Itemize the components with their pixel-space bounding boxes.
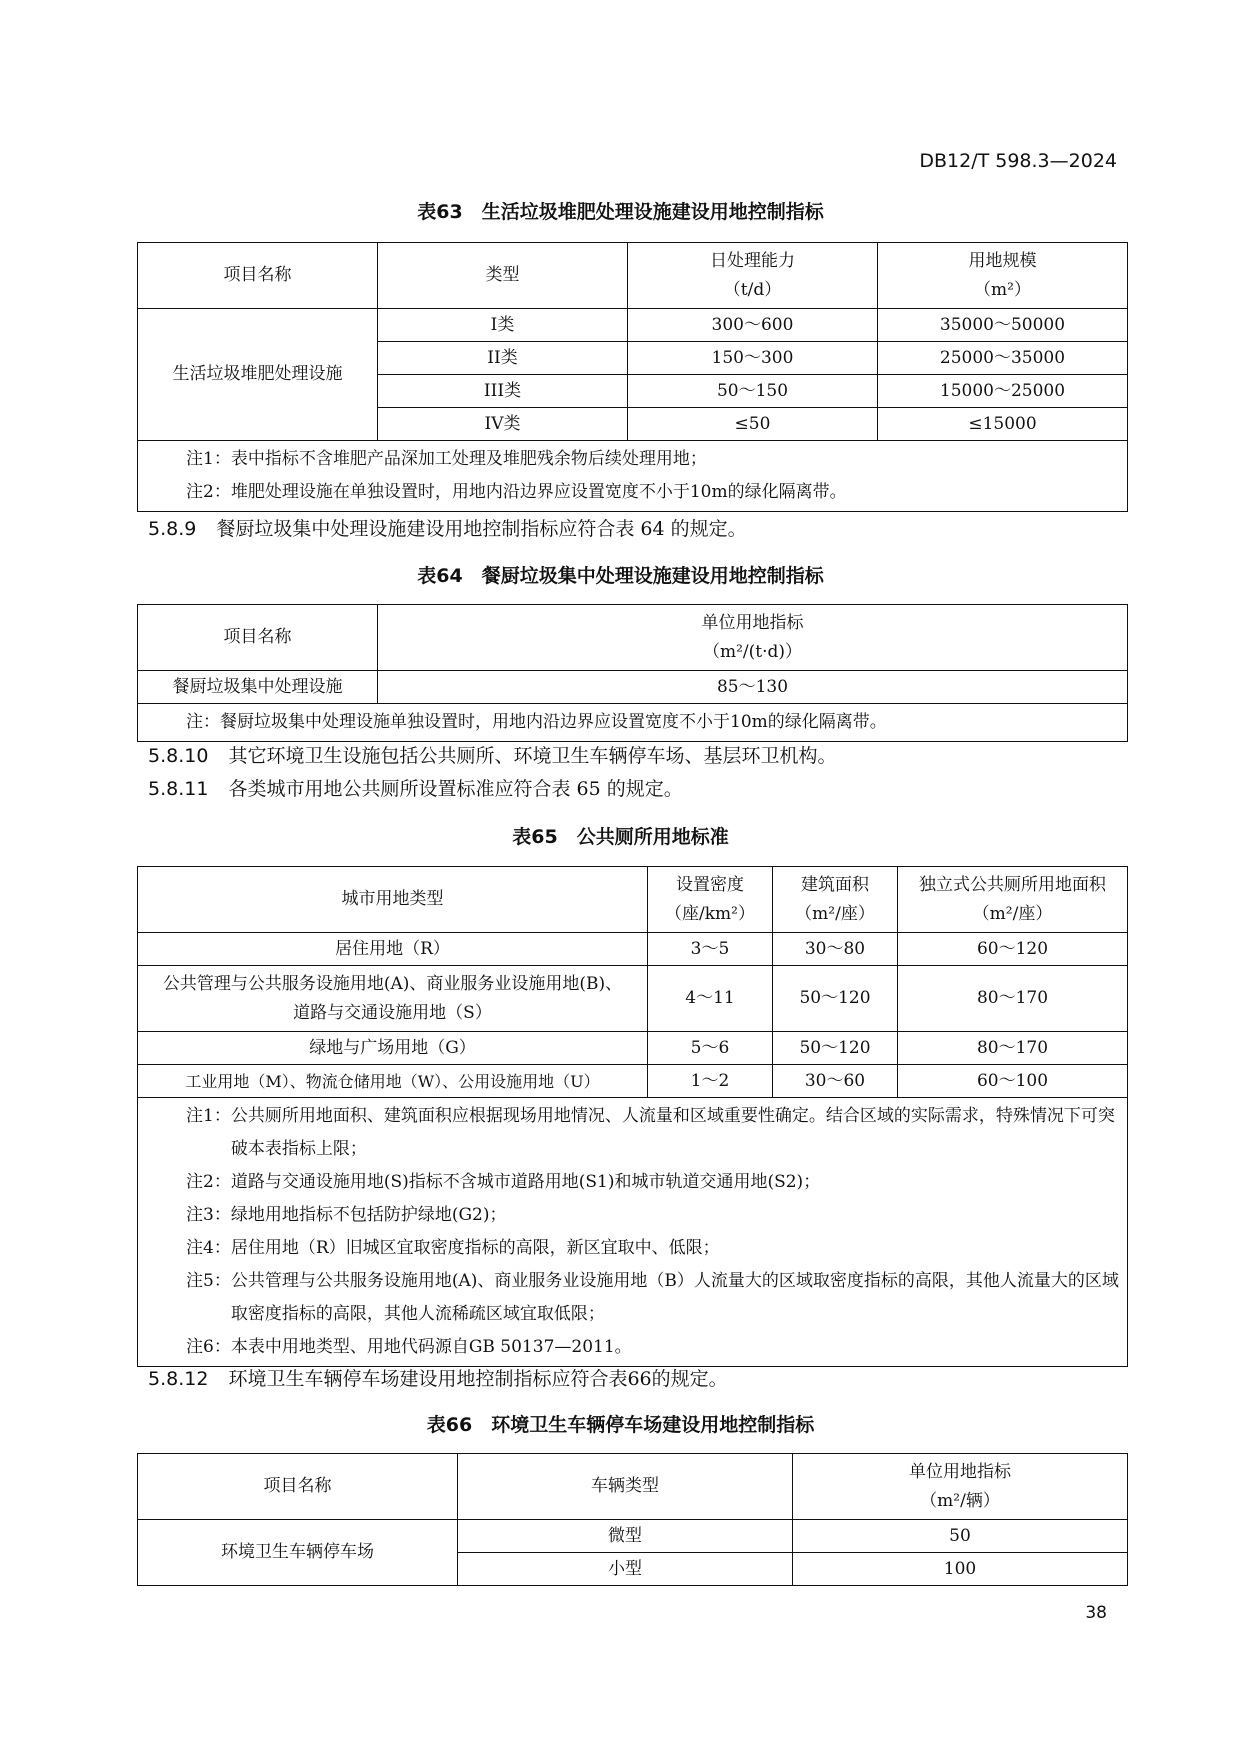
table63-caption: 表63 生活垃圾堆肥处理设施建设用地控制指标 [417,201,824,223]
table-cell: 15000～25000 [878,375,1128,408]
table-cell: 50 [793,1520,1128,1553]
table66-header-type: 车辆类型 [458,1454,793,1520]
table63 [137,242,1128,512]
table63-facility: 生活垃圾堆肥处理设施 [138,309,378,441]
table-cell: 35000～50000 [878,309,1128,342]
clause-5-8-9: 5.8.9 餐厨垃圾集中处理设施建设用地控制指标应符合表 64 的规定。 [148,518,747,540]
table-cell: 餐厨垃圾集中处理设施 [138,671,378,704]
table64-header-name: 项目名称 [138,605,378,671]
note-line: 注： 餐厨垃圾集中处理设施单独设置时，用地内沿边界应设置宽度不小于10m的绿化隔离带。 [186,712,887,732]
table-cell: 85～130 [378,671,1128,704]
table-cell: 50～150 [628,375,878,408]
note-line: 注3： 绿地用地指标不包括防护绿地(G2)； [186,1205,507,1225]
table66-facility: 环境卫生车辆停车场 [138,1520,458,1586]
table-cell: 微型 [458,1520,793,1553]
table-cell: 50～120 [773,966,898,1032]
table-cell: 小型 [458,1553,793,1586]
table-cell: 30～60 [773,1065,898,1098]
table-cell: 25000～35000 [878,342,1128,375]
table-cell: I类 [378,309,628,342]
table-cell: 300～600 [628,309,878,342]
table-cell: 150～300 [628,342,878,375]
table64-note [138,704,1128,742]
note-line: 注2： 堆肥处理设施在单独设置时，用地内沿边界应设置宽度不小于10m的绿化隔离带。 [186,482,847,502]
page-number: 38 [1085,1603,1107,1623]
table-cell: 50～120 [773,1032,898,1065]
table-cell: 80～170 [898,1032,1128,1065]
table-cell: 绿地与广场用地（G） [138,1032,648,1065]
clause-5-8-12: 5.8.12 环境卫生车辆停车场建设用地控制指标应符合表66的规定。 [148,1368,728,1390]
table66-header-index: 单位用地指标 （m²/辆） [793,1454,1128,1520]
table63-notes [138,441,1128,512]
table63-header-type: 类型 [378,243,628,309]
table66-caption: 表66 环境卫生车辆停车场建设用地控制指标 [426,1414,815,1436]
table-cell: ≤50 [628,408,878,441]
note-line: 注6： 本表中用地类型、用地代码源自GB 50137—2011。 [186,1337,632,1357]
table64-header-index: 单位用地指标 （m²/(t·d)） [378,605,1128,671]
table65-header-area: 建筑面积 （m²/座） [773,867,898,933]
table-cell: 1～2 [648,1065,773,1098]
clause-5-8-10: 5.8.10 其它环境卫生设施包括公共厕所、环境卫生车辆停车场、基层环卫机构。 [148,745,837,767]
table66 [137,1453,1128,1586]
table-cell: 公共管理与公共服务设施用地(A)、商业服务业设施用地(B)、 道路与交通设施用地（S） [138,966,648,1032]
note-line: 注4： 居住用地（R）旧城区宜取密度指标的高限，新区宜取中、低限； [186,1238,720,1258]
table65-header-type: 城市用地类型 [138,867,648,933]
table65-header-land: 独立式公共厕所用地面积 （m²/座） [898,867,1128,933]
table-cell: 4～11 [648,966,773,1032]
note-line: 注1： 公共厕所用地面积、建筑面积应根据现场用地情况、人流量和区域重要性确定。结合区域的实际需求，特殊情况下可突破本表指标上限； [186,1106,1115,1159]
table-cell: 30～80 [773,933,898,966]
table-cell: 60～120 [898,933,1128,966]
table-cell: 80～170 [898,966,1128,1032]
table-cell: 100 [793,1553,1128,1586]
document-code: DB12/T 598.3—2024 [919,150,1117,172]
table-cell: 60～100 [898,1065,1128,1098]
table-cell: III类 [378,375,628,408]
table64-caption: 表64 餐厨垃圾集中处理设施建设用地控制指标 [417,565,824,587]
clause-5-8-11: 5.8.11 各类城市用地公共厕所设置标准应符合表 65 的规定。 [148,778,683,800]
table65 [137,866,1128,1367]
table-cell: II类 [378,342,628,375]
table63-header-name: 项目名称 [138,243,378,309]
table-cell: IV类 [378,408,628,441]
table-cell: 居住用地（R） [138,933,648,966]
table64 [137,604,1128,742]
table63-header-capacity: 日处理能力 （t/d） [628,243,878,309]
table63-header-area: 用地规模 （m²） [878,243,1128,309]
table65-header-density: 设置密度 （座/km²） [648,867,773,933]
table65-caption: 表65 公共厕所用地标准 [512,826,729,848]
table-cell: ≤15000 [878,408,1128,441]
table-cell: 5～6 [648,1032,773,1065]
table-cell: 3～5 [648,933,773,966]
note-line: 注2： 道路与交通设施用地(S)指标不含城市道路用地(S1)和城市轨道交通用地(S2)； [186,1172,821,1192]
table-cell: 工业用地（M）、物流仓储用地（W）、公用设施用地（U） [138,1065,648,1098]
note-line: 注1： 表中指标不含堆肥产品深加工处理及堆肥残余物后续处理用地； [186,449,707,469]
table66-header-name: 项目名称 [138,1454,458,1520]
note-line: 注5： 公共管理与公共服务设施用地(A)、商业服务业设施用地（B）人流量大的区域取密度指标的高限，其他人流量大的区域取密度指标的高限，其他人流稀疏区域宜取低限； [186,1271,1119,1324]
table65-notes [138,1098,1128,1367]
